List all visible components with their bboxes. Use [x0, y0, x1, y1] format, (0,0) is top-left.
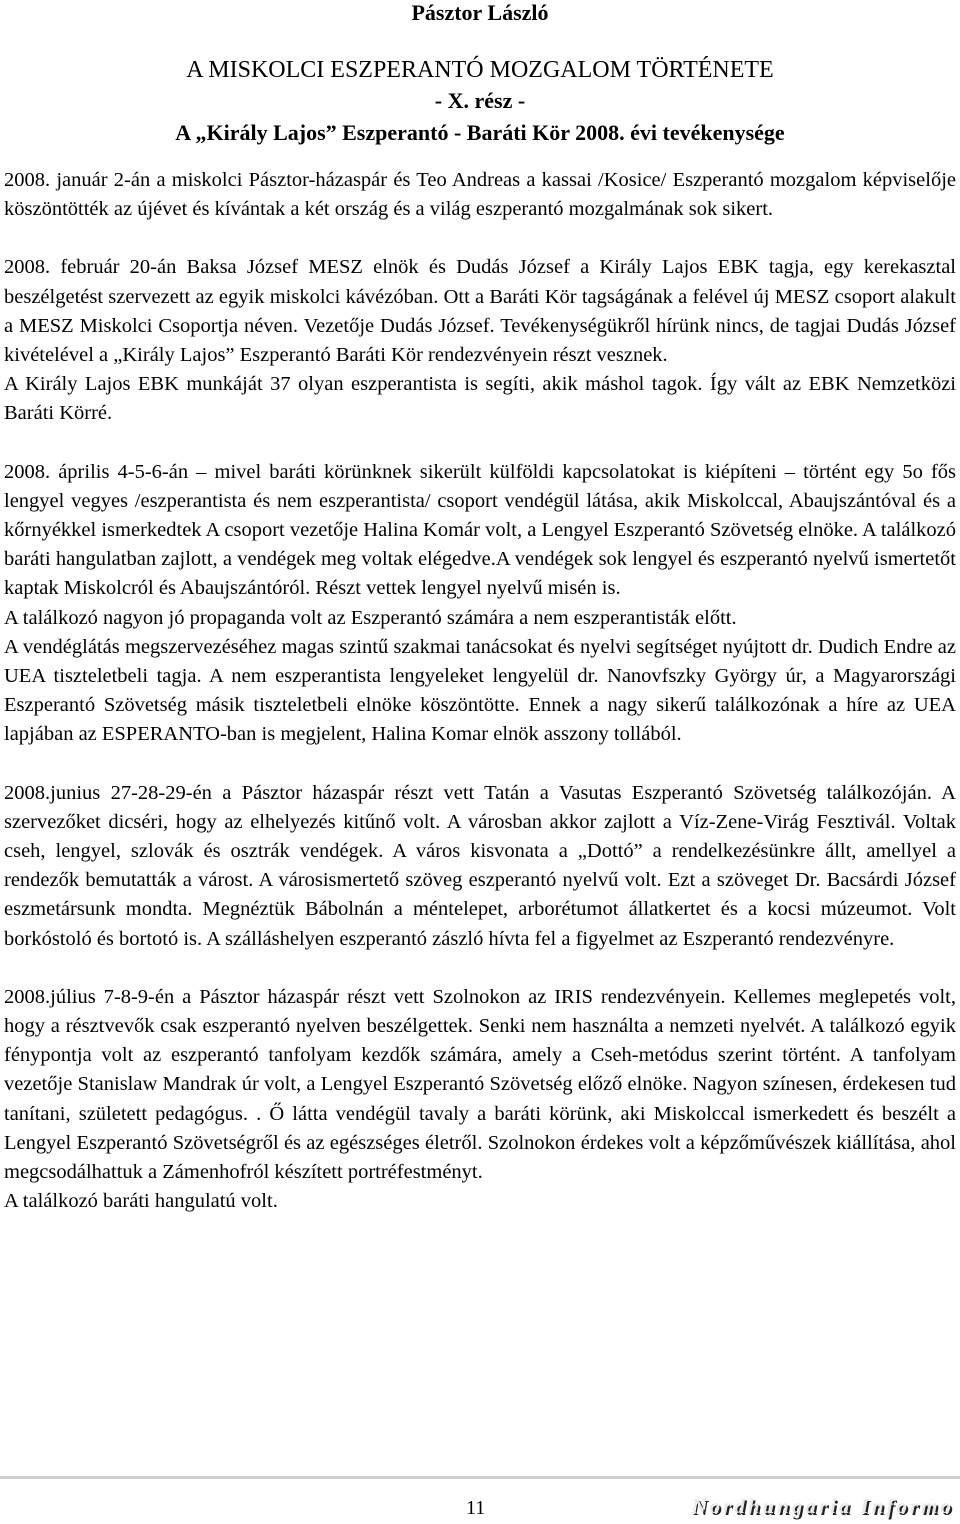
paragraph-july: 2008.július 7-8-9-én a Pásztor házaspár részt vett Szolnokon az IRIS rendezvényein. Kellemes meglepetés volt, hogy a résztvevők csak eszperantó nyelven beszélgettek. Senki nem használta a nemzeti nyelvét. A találkozó egyik fénypontja volt az eszperantó tanfolyam kezdők számára, amely a Cseh-metódus szerint történt. A tanfolyam vezetője Stanislaw Mandrak úr volt, a Lengyel Eszperantó Szövetség előző elnöke. Nagyon színesen, érdekesen tud tanítani, született pedagógus. . Ő látta vendégül tavaly a baráti körünk, aki Miskolccal ismerkedett és beszélt a Lengyel Eszperantó Szövetségről és az egészséges életről. Szolnokon érdekes volt a képzőművészek kiállítása, ahol megcsodálhattuk a Zámenhofról készített portréfestményt.: [4, 985, 956, 1184]
author-name: Pásztor László: [411, 0, 549, 25]
article-body: [4, 166, 956, 1217]
paragraph-january: 2008. január 2-án a miskolci Pásztor-házaspár és Teo Andreas a kassai /Kosice/ Eszperantó mozgalom képviselője köszöntötték az újévet és kívántak a két ország és a világ eszperantó mozgalmának sok sikert.: [4, 169, 956, 221]
article-subtitle: A „Király Lajos” Eszperantó - Baráti Kör 2008. évi tevékenysége: [175, 120, 785, 145]
document-page: [4, 0, 956, 1217]
page-number: 11: [466, 1497, 486, 1519]
paragraph-propaganda: A találkozó nagyon jó propaganda volt az Eszperantó számára a nem eszperantisták előtt.: [4, 606, 737, 629]
publication-watermark: Nordhungaria Informo: [691, 1494, 954, 1518]
paragraph-april: 2008. április 4-5-6-án – mivel baráti körünknek sikerült külföldi kapcsolatokat is kiépíteni – történt egy 5o fős lengyel vegyes /eszperantista és nem eszperantista/ csoport vendégül látása, akik Miskolccal, Abaujszántóval és a kőrnyékkel ismerkedtek A csoport vezetője Halina Komár volt, a Lengyel Eszperantó Szövetség elnöke. A találkozó baráti hangulatban zajlott, a vendégek meg voltak elégedve.A vendégek sok lengyel és eszperantó nyelvű ismertetőt kaptak Miskolcról és Abaujszántóról. Részt vettek lengyel nyelvű misén is.: [4, 460, 956, 600]
paragraph-june: 2008.junius 27-28-29-én a Pásztor házaspár részt vett Tatán a Vasutas Eszperantó Szövetség találkozóján. A szervezőket dicséri, hogy az elhelyezés kitűnő volt. A városban akkor zajlott a Víz-Zene-Virág Fesztivál. Voltak cseh, lengyel, szlovák és osztrák vendégek. A város kisvonata a „Dottó” a rendelkezésünkre állt, amellyel a rendezők bemutatták a várost. A városismertető szöveg eszperantó nyelvű volt. Ezt a szöveget Dr. Bacsárdi József eszmetársunk mondta. Megnéztük Bábolnán a méntelepet, arborétumot állatkertet és a kocsi múzeumot. Volt borkóstoló és bortotó is. A szálláshelyen eszperantó zászló hívta fel a figyelmet az Eszperantó rendezvényre.: [4, 781, 956, 950]
part-number: - X. rész -: [434, 88, 526, 113]
footer-divider: [0, 1476, 960, 1479]
article-title: A MISKOLCI ESZPERANTÓ MOZGALOM TÖRTÉNETE: [186, 57, 774, 83]
paragraph-closing: A találkozó baráti hangulatú volt.: [4, 1190, 278, 1213]
paragraph-february: 2008. február 20-án Baksa József MESZ elnök és Dudás József a Király Lajos EBK tagja, egy kerekasztal beszélgetést szervezett az egyik miskolci kávézóban. Ott a Baráti Kör tagságának a felével új MESZ csoport alakult a MESZ Miskolci Csoportja néven. Vezetője Dudás József. Tevékenységükről hírünk nincs, de tagjai Dudás József kivételével a „Király Lajos” Eszperantó Baráti Kör rendezvényein részt vesznek.: [4, 256, 956, 367]
paragraph-hosting: A vendéglátás megszervezéséhez magas szintű szakmai tanácsokat és nyelvi segítséget nyújtott dr. Dudich Endre az UEA tiszteletbeli tagja. A nem eszperantista lengyeleket lengyelül dr. Nanovfszky György úr, a Magyarországi Eszperantó Szövetség másik tiszteletbeli elnöke köszöntötte. Ennek a nagy sikerű találkozónak a híre az UEA lapjában az ESPERANTO-ban is megjelent, Halina Komar elnök asszony tollából.: [4, 635, 956, 746]
paragraph-international-circle: A Király Lajos EBK munkáját 37 olyan eszperantista is segíti, akik máshol tagok. Így vált az EBK Nemzetközi Baráti Körré.: [4, 373, 956, 425]
